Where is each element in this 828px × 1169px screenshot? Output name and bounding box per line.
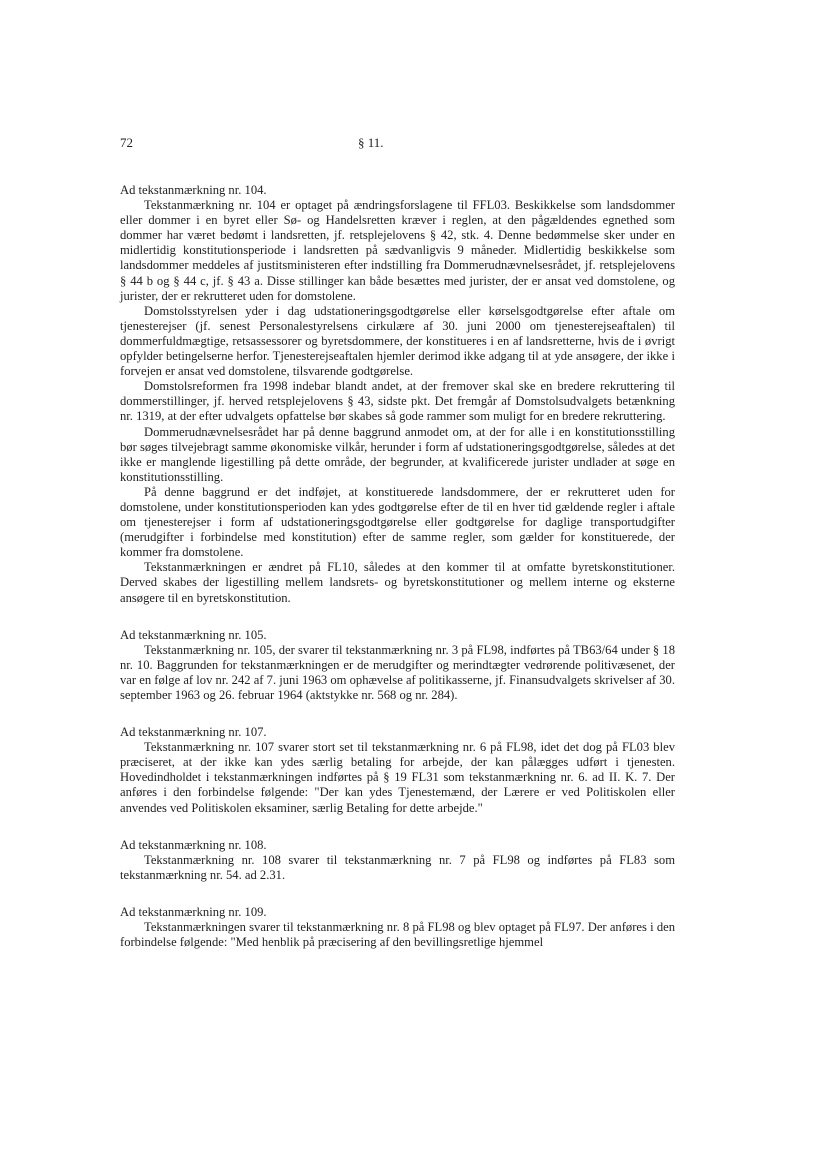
paragraph: Tekstanmærkning nr. 105, der svarer til tekstanmærkning nr. 3 på FL98, indførtes på TB63/64 under § 18 nr. 10. Baggrunden for tekstanmærkningen er de merudgifter og merindtægter vedrørende politivæsenet, der var en følge af lov nr. 242 af 7. juni 1963 om ophævelse af politikasserne, jf. Finansudvalgets skrivelser af 30. september 1963 og 26. februar 1964 (aktstykke nr. 568 og nr. 284). <box>120 642 675 702</box>
paragraph: Domstolsreformen fra 1998 indebar blandt andet, at der fremover skal ske en bredere rekruttering til dommerstillinger, jf. herved retsplejelovens § 43, sidste pkt. Det fremgår af Domstolsudvalgets betænkning nr. 1319, at der efter udvalgets opfattelse bør skabes så gode rammer som muligt for en bredere rekruttering. <box>120 379 675 424</box>
note-108 <box>120 838 675 883</box>
page-body <box>120 183 675 972</box>
paragraph: På denne baggrund er det indføjet, at konstituerede landsdommere, der er rekrutteret uden for domstolene, under konstitutionsperioden kan ydes godtgørelse efter de til en hver tid gældende regler i aftale om tjenesterejser i form af udstationeringsgodtgørelse eller godtgørelse for daglige transportudgifter (merudgifter i forbindelse med konstitution) efter de samme regler, som gælder for konstituerede, der kommer fra domstolene. <box>120 484 675 560</box>
paragraph: Tekstanmærkningen er ændret på FL10, således at den kommer til at omfatte byretskonstitutioner. Derved skabes der ligestilling mellem landsrets- og byretskonstitutioner og mellem interne og eksterne ansøgere til en byretskonstitution. <box>120 560 675 605</box>
note-heading: Ad tekstanmærkning nr. 104. <box>120 183 267 197</box>
paragraph: Tekstanmærkning nr. 108 svarer til tekstanmærkning nr. 7 på FL98 og indførtes på FL83 som tekstanmærkning nr. 54. ad 2.31. <box>120 852 675 882</box>
note-heading: Ad tekstanmærkning nr. 107. <box>120 725 267 740</box>
page-number: 72 <box>120 135 133 150</box>
page-header <box>120 135 680 155</box>
note-104 <box>120 183 675 606</box>
paragraph: Domstolsstyrelsen yder i dag udstationeringsgodtgørelse eller kørselsgodtgørelse efter aftale om tjenesterejser (jf. senest Personalestyrelsens cirkulære af 30. juni 2000 om tjenesterejseaftalen) til dommerfuldmægtige, retsassessorer og byretsdommere, der konstitueres i en af landsretterne, hvis de i øvrigt opfylder betingelserne herfor. Tjenesterejseaftalen hjemler derimod ikke adgang til at yde ansøgere, der ikke i forvejen er ansat ved domstolene, tilsvarende godtgørelse. <box>120 303 675 379</box>
paragraph: Tekstanmærkning nr. 104 er optaget på ændringsforslagene til FFL03. Beskikkelse som landsdommer eller dommer i en byret eller Sø- og Handelsretten kræver i reglen, at den pågældendes egnethed som dommer har været bedømt i landsretten, jf. retsplejelovens § 42, stk. 4. Denne bedømmelse sker under en midlertidig konstitutionsperiode i landsretten på sædvanligvis 9 måneder. Midlertidig beskikkelse som landsdommer meddeles af justitsministeren efter indstilling fra Dommerudnævnelsesrådet, jf. retsplejelovens § 44 b og § 44 c, jf. § 43 a. Disse stillinger kan både besættes med jurister, der er ansat ved domstolene, og jurister, der er rekrutteret uden for domstolene. <box>120 198 675 303</box>
note-107 <box>120 725 675 816</box>
note-heading: Ad tekstanmærkning nr. 109. <box>120 904 267 919</box>
note-105 <box>120 628 675 703</box>
section-title: § 11. <box>358 135 384 150</box>
paragraph: Tekstanmærkning nr. 107 svarer stort set til tekstanmærkning nr. 6 på FL98, idet det dog på FL03 blev præciseret, at der ikke kan ydes særlig betaling for arbejde, der kan pålægges udført i tjenesten. Hovedindholdet i tekstanmærkningen indførtes på § 19 FL31 som tekstanmærkning nr. 6. ad II. K. 7. Der anføres i den forbindelse følgende: "Der kan ydes Tjenestemænd, der Lærere er ved Politiskolen eller anvendes ved Politiskolen eksaminer, særlig Betaling for dette arbejde." <box>120 740 675 815</box>
note-heading: Ad tekstanmærkning nr. 108. <box>120 837 267 852</box>
note-heading: Ad tekstanmærkning nr. 105. <box>120 627 267 642</box>
note-109 <box>120 905 675 950</box>
paragraph: Tekstanmærkningen svarer til tekstanmærkning nr. 8 på FL98 og blev optaget på FL97. Der anføres i den forbindelse følgende: "Med henblik på præcisering af den bevillingsretlige hjemmel <box>120 920 675 950</box>
paragraph: Dommerudnævnelsesrådet har på denne baggrund anmodet om, at der for alle i en konstitutionsstilling bør søges tilvejebragt samme økonomiske vilkår, herunder i form af udstationeringsgodtgørelse, således at det ikke er manglende ligestilling på dette område, der begrunder, at kvalificerede jurister undlader at søge en konstitutionsstilling. <box>120 424 675 484</box>
